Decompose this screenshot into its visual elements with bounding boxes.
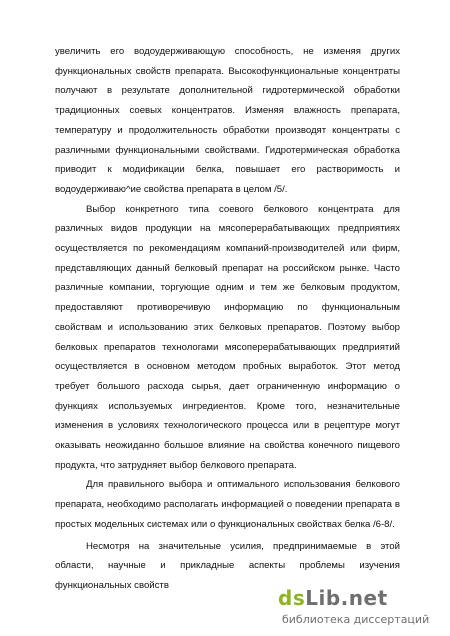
dslib-watermark [270, 580, 450, 636]
logo-lib-text: Lib [305, 586, 341, 610]
paragraph-soy-concentrate-selection: Выбор конкретного типа соевого белкового концентрата для различных видов продукции на мясоперерабатывающих предприятиях осуществляется по рекомендациям компаний-производителей или фирм, представляющих данный белковый препарат на российском рынке. Часто различные компании, торгующие одним и тем же белковым продуктом, предоставляют противоречивую информацию по функциональным свойствам и использованию этих белковых препаратов. Поэтому выбор белковых препаратов технологами мясоперерабатывающих предприятий осуществляется в основном методом пробных выработок. Этот метод требует большого расхода сырья, дает ограниченную информацию о функциях используемых ингредиентов. Кроме того, незначительные изменения в условиях технологического процесса или в рецептуре могут оказывать неожиданно большое влияние на свойства конечного пищевого продукта, что затрудняет выбор белкового препарата. [55, 203, 400, 471]
paragraph-correct-selection: Для правильного выбора и оптимального использования белкового препарата, необходимо располагать информацией о поведении препарата в простых модельных системах или о функциональных свойствах белка /6-8/. [55, 479, 400, 530]
document-body [55, 42, 400, 591]
paragraph-continuation: увеличить его водоудерживающую способность, не изменяя других функциональных свойств препарата. Высокофункциональные концентраты получают в результате дополнительной гидротермической обработки традиционных соевых концентратов. Изменяя влажность препарата, температуру и продолжительность обработки производят концентраты с различными функциональными свойствами. Гидротермическая обработка приводит к модификации белка, повышает его растворимость и водоудерживаю^ие свойства препарата в целом /5/. [55, 46, 400, 195]
dslib-logo [278, 586, 388, 610]
logo-dot-text: . [340, 586, 349, 610]
logo-net-text: net [348, 586, 388, 610]
logo-ds-text: ds [278, 586, 306, 610]
paragraph-despite-efforts: Несмотря на значительные усилия, предпринимаемые в этой области, научные и прикладные аспекты проблемы изучения функциональных свойств [55, 540, 400, 591]
watermark-subtitle: библиотека диссертаций [282, 613, 430, 626]
